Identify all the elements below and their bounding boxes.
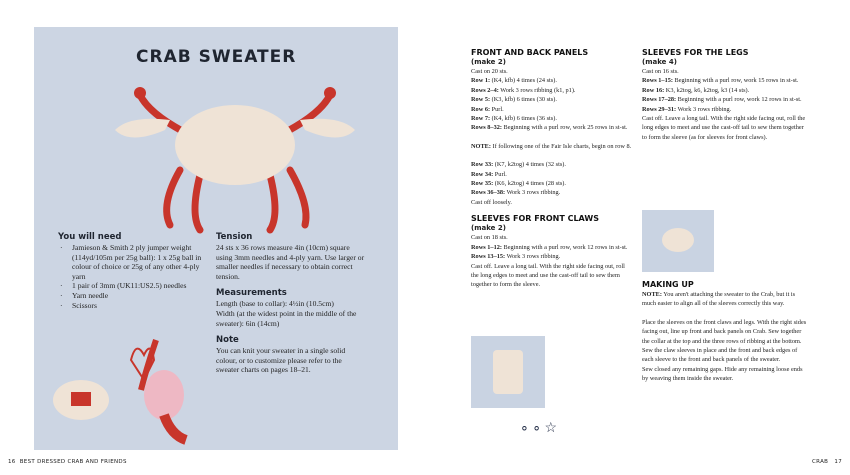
row-text: Cast on 20 sts. <box>471 68 508 75</box>
you-will-need-section <box>58 232 208 310</box>
row-label: Row 34: <box>471 170 494 178</box>
starfish-shell-doodle-icon: ∘ ∘ ☆ <box>520 421 558 436</box>
row-text: K3, k2tog, k6, k2tog, k3 (14 sts). <box>664 86 750 94</box>
row-label: Rows 2–4: <box>471 86 499 94</box>
row-label: Rows 17–28: <box>642 96 677 104</box>
row-label: Row 1: <box>471 77 491 85</box>
heading: SLEEVES FOR THE LEGS <box>642 48 749 57</box>
running-title: CRAB <box>812 459 829 465</box>
row-label: Rows 8–32: <box>471 124 502 132</box>
row-label: Rows 29–31: <box>642 105 677 113</box>
instruction-row <box>642 86 807 95</box>
instruction-row <box>471 233 633 242</box>
instruction-row <box>471 198 633 207</box>
row-text: Cast on 18 sts. <box>471 234 508 242</box>
row-label: Rows 1–12: <box>471 243 502 251</box>
instruction-row <box>471 179 633 188</box>
footer-left <box>8 459 127 465</box>
footer-right <box>812 459 842 465</box>
instruction-row <box>471 67 633 76</box>
note-label: NOTE: <box>642 291 662 298</box>
subheading: (make 4) <box>642 58 677 66</box>
subheading: (make 2) <box>471 58 506 66</box>
instruction-row <box>642 105 807 114</box>
row-text: Work 3 rows ribbing (k1, p1). <box>498 86 576 94</box>
row-label: Row 5: <box>471 96 491 104</box>
row-text: Work 3 rows ribbing. <box>505 189 561 197</box>
instruction-row <box>471 123 633 132</box>
row-text: Beginning with a purl row, work 12 rows in st-st. <box>676 96 802 104</box>
instruction-row <box>471 86 633 95</box>
measurement-line: Length (base to collar): 4½in (10.5cm) <box>216 299 334 309</box>
list-item: · Jamieson & Smith 2 ply jumper weight (114yd/105m per 25g ball): 1 x 25g ball in colour of choice or 25g of any other 4-ply yarn <box>58 243 208 281</box>
sleeve-photo <box>471 336 545 408</box>
row-text: Beginning with a purl row, work 25 rows in st-st. <box>501 124 628 132</box>
note-text: If following one of the Fair Isle charts, begin on row 8. <box>490 142 632 150</box>
row-text: Cast off. Leave a long tail. With the right side facing out, roll the long edges to meet and use the cast-off tail to sew them together to form the sleeve (as for sleeves for front claws). <box>642 115 806 141</box>
crab-and-lobster-photo <box>36 320 216 450</box>
row-text: Work 3 rows ribbing. <box>676 105 732 113</box>
row-text: (K7, k2tog) 4 times (32 sts). <box>493 161 566 169</box>
row-label: Rows 1–15: <box>642 77 673 85</box>
row-text: Work 3 rows ribbing. <box>505 253 561 261</box>
paragraph: Place the sleeves on the front claws and legs. With the right sides facing out, line up front and back panels on Crab. Sew together the collar at the top and the three rows of ribbing at the bottom. <box>642 318 807 345</box>
front-back-panels-section <box>471 48 633 290</box>
measurement-line: Width (at the widest point in the middle of the sweater): 6in (14cm) <box>216 308 357 328</box>
running-title: BEST DRESSED CRAB AND FRIENDS <box>19 459 127 465</box>
list-item: · Scissors <box>58 301 208 311</box>
crab-with-sleeves-photo <box>642 210 714 272</box>
row-text: Beginning with a purl row, work 12 rows in st-st. <box>501 243 628 251</box>
subheading: (make 2) <box>471 224 506 233</box>
note-label: NOTE: <box>471 142 491 150</box>
list-item: · Yarn needle <box>58 291 208 301</box>
row-text: Cast off. Leave a long tail. With the right side facing out, roll the long edges to meet and use the cast-off tail to sew them together to form the sleeve. <box>471 262 625 289</box>
crab-photo <box>110 75 360 235</box>
instruction-row <box>471 160 633 169</box>
row-label: Row 16: <box>642 86 665 94</box>
page-number: 17 <box>834 459 842 465</box>
row-text: (K6, k2tog) 4 times (28 sts). <box>493 180 566 188</box>
instruction-row <box>471 252 633 261</box>
row-label: Row 7: <box>471 115 491 123</box>
row-text: Cast off loosely. <box>471 198 512 206</box>
instruction-row <box>642 95 807 104</box>
row-text: (K4, kfb) 6 times (36 sts). <box>490 115 557 123</box>
instruction-row <box>471 243 633 252</box>
row-label: Row 6: <box>471 105 491 113</box>
instruction-row <box>642 76 807 85</box>
row-label: Row 33: <box>471 161 494 169</box>
instruction-row <box>642 114 807 142</box>
row-label: Rows 13–15: <box>471 253 506 261</box>
row-text: Cast on 16 sts. <box>642 68 679 75</box>
row-text: (K4, kfb) 4 times (24 sts). <box>490 77 557 85</box>
note <box>471 142 633 151</box>
instruction-row <box>471 114 633 123</box>
heading: SLEEVES FOR FRONT CLAWS <box>471 214 599 224</box>
heading: FRONT AND BACK PANELS <box>471 48 589 57</box>
heading: MAKING UP <box>642 280 694 289</box>
list-item: · 1 pair of 3mm (UK11:US2.5) needles <box>58 281 208 291</box>
making-up-section <box>642 280 807 384</box>
note-text: You aren't attaching the sweater to the Crab, but it is much easier to align all of the sleeves correctly this way. <box>642 291 796 308</box>
page-title: CRAB SWEATER <box>136 47 297 67</box>
paragraph: Sew the claw sleeves in place and the front and back edges of each sleeve to the front and back panels of the sweater. <box>642 347 798 364</box>
heading: Tension <box>216 232 253 242</box>
instruction-row <box>471 76 633 85</box>
instruction-row <box>471 188 633 197</box>
tension-section <box>216 232 366 375</box>
instruction-row <box>471 262 633 290</box>
row-text: (K3, kfb) 6 times (30 sts). <box>490 96 557 104</box>
note-text: You can knit your sweater in a single solid colour, or to customize please refer to the sweater charts on pages 18–21. <box>216 346 346 375</box>
heading: You will need <box>58 232 122 242</box>
instruction-row <box>642 67 807 76</box>
row-text: Purl. <box>490 105 504 113</box>
leg-sleeves-section <box>642 48 807 142</box>
instruction-row <box>471 105 633 114</box>
tension-text: 24 sts x 36 rows measure 4in (10cm) square using 3mm needles and 4-ply yarn. Use larger or smaller needles if necessary to obtain correct tension. <box>216 243 365 281</box>
row-text: Purl. <box>493 170 507 178</box>
row-text: Beginning with a purl row, work 15 rows in st-st. <box>672 77 799 85</box>
heading: Note <box>216 335 239 346</box>
row-label: Row 35: <box>471 180 494 188</box>
instruction-row <box>471 95 633 104</box>
paragraph: Sew closed any remaining gaps. Hide any remaining loose ends by weaving them inside the sweater. <box>642 365 803 383</box>
page-number: 16 <box>8 459 16 465</box>
heading: Measurements <box>216 288 287 299</box>
row-label: Rows 36–38: <box>471 189 506 197</box>
instruction-row <box>471 170 633 179</box>
